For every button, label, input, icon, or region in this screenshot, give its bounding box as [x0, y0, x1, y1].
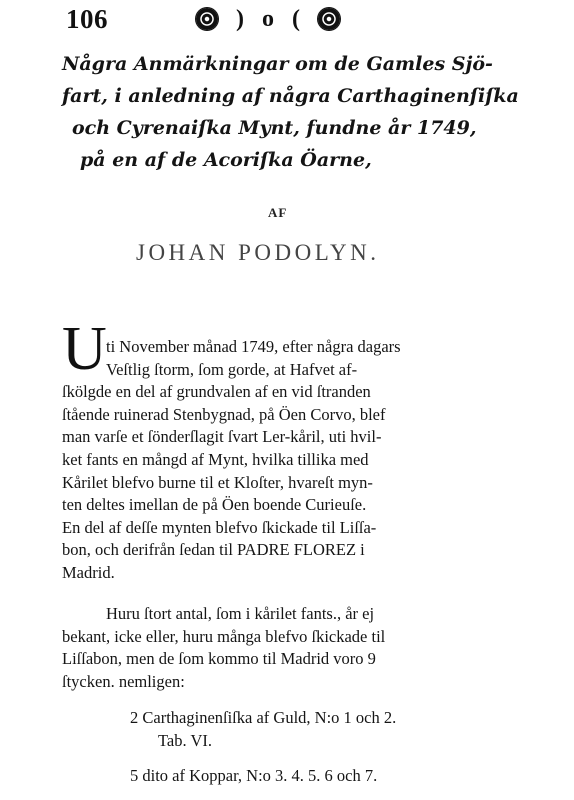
paragraph-1-line: ten deltes imellan de på Öen boende Curieuſe.	[62, 495, 367, 515]
list-item: 2 Carthaginenſiſka af Guld, N:o 1 och 2.	[130, 708, 397, 727]
paragraph-1	[62, 336, 534, 585]
paragraph-1-line: bon, och derifrån ſedan til PADRE FLOREZ i	[62, 540, 365, 560]
rosette-right-icon	[318, 8, 340, 30]
title-line-1: Några Anmärkningar om de Gamles Sjö-	[62, 53, 493, 75]
paragraph-1-line: man varſe et ſönderſlagit ſvart Ler-kåril, uti hvil-	[62, 427, 382, 447]
author-name: JOHAN PODOLYN.	[136, 240, 380, 265]
page-number: 106	[66, 4, 108, 34]
paragraph-1-line: ſkölgde en del af grundvalen af en vid ſtranden	[62, 382, 371, 402]
coin-list	[62, 706, 534, 787]
paragraph-2-line: ſtycken. nemligen:	[62, 671, 185, 691]
paragraph-1-line: En del af deſſe mynten blefvo ſkickade til Liſſa-	[62, 517, 377, 537]
title-line-4: på en af de Acoriſka Öarne,	[80, 149, 372, 171]
paragraph-2-line: bekant, icke eller, huru många blefvo ſkickade til	[62, 626, 386, 646]
paragraph-1-line: ket fants en mångd af Mynt, hvilka tillika med	[62, 449, 369, 469]
title-line-3: och Cyrenaiſka Mynt, fundne år 1749,	[72, 117, 477, 139]
paragraph-2-line: Huru ſtort antal, ſom i kårilet fants., år ej	[106, 604, 375, 623]
ornament-paren-left: )	[236, 6, 244, 32]
paragraph-2-line: Liſſabon, men de ſom kommo til Madrid voro 9	[62, 649, 376, 669]
paragraph-1-line: Veſtlig ſtorm, ſom gorde, at Hafvet af-	[106, 359, 358, 379]
rosette-left-icon	[196, 8, 218, 30]
header-ornament	[196, 6, 340, 32]
ornament-circle: o	[262, 6, 274, 32]
paragraph-2	[62, 603, 534, 693]
paragraph-1-line: Madrid.	[62, 562, 115, 582]
list-item-sub: Tab. VI.	[158, 731, 212, 750]
paragraph-1-line: ſtående ruinerad Stenbygnad, på Öen Corvo, blef	[62, 404, 386, 424]
byline-af: AF	[268, 205, 288, 220]
title-line-2: fart, i anledning af några Carthaginenſiſka	[62, 85, 519, 107]
paragraph-1-line: Kårilet blefvo burne til et Kloſter, hvareſt myn-	[62, 472, 373, 492]
list-item: 5 dito af Koppar, N:o 3. 4. 5. 6 och 7.	[130, 766, 378, 785]
paragraph-1-line: ti November månad 1749, efter några dagars	[106, 337, 401, 356]
article-title	[62, 48, 542, 176]
ornament-paren-right: (	[292, 6, 300, 32]
drop-cap: U	[62, 315, 107, 383]
